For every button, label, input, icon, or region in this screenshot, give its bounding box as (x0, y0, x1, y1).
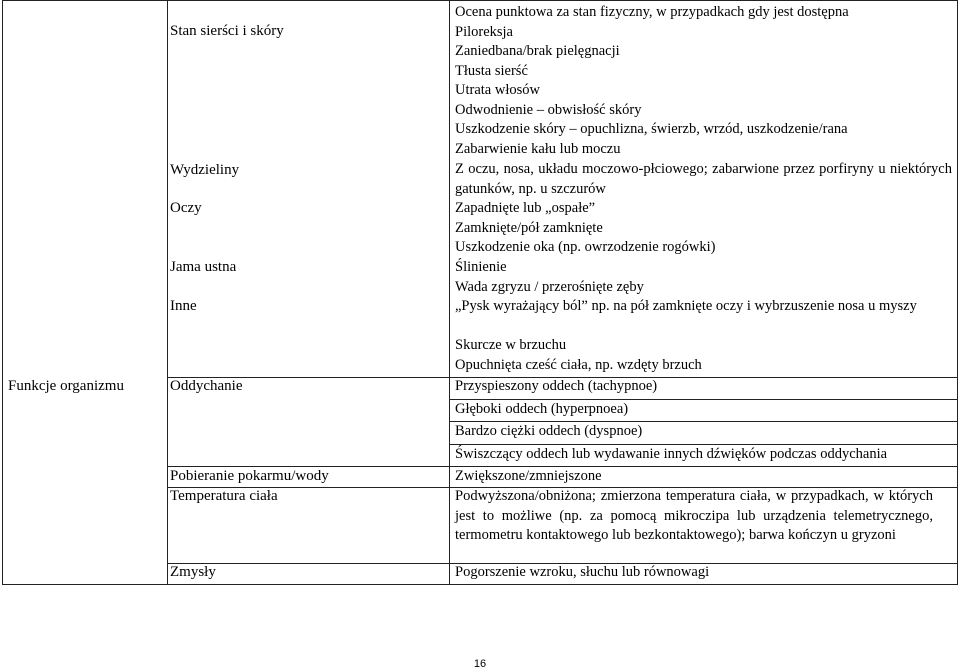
list-item: Bardzo ciężki oddech (dyspnoe) (455, 423, 643, 439)
label-stan-siersci: Stan sierści i skóry (170, 23, 284, 39)
label-inne: Inne (170, 298, 197, 314)
list-item: Utrata włosów (455, 82, 540, 98)
label-wydzieliny: Wydzieliny (170, 162, 240, 178)
list-item-temperatura: Podwyższona/obniżona; zmierzona temperatura ciała, w przypadkach, w których jest to możliwe (np. za pomocą mikroczipa lub urządzenia telemetrycznego, termometru kontaktowego lub bezkontaktowego); barwa kończyn u gryzoni (455, 488, 933, 543)
list-item-inne: „Pysk wyrażający ból” np. na pół zamknięte oczy i wybrzuszenie nosa u myszy (455, 298, 917, 314)
label-pobieranie: Pobieranie pokarmu/wody (170, 468, 329, 484)
list-item: Zabarwienie kału lub moczu (455, 140, 621, 157)
label-zmysly: Zmysły (170, 564, 216, 580)
list-item: Wada zgryzu / przerośnięte zęby (455, 278, 644, 295)
column-divider-1 (167, 1, 168, 584)
label-oddychanie: Oddychanie (170, 378, 243, 394)
list-item: Zwiększone/zmniejszone (455, 468, 602, 484)
list-item: Tłusta sierść (455, 62, 528, 79)
list-item-wydzieliny: Z oczu, nosa, układu moczowo-płciowego; zabarwione przez porfiryny u niektórych gatunków, np. u szczurów (455, 161, 952, 197)
column-divider-2 (449, 1, 450, 584)
list-item: Uszkodzenie skóry – opuchlizna, świerzb, wrzód, uszkodzenie/rana (455, 121, 848, 137)
label-funkcje-organizmu: Funkcje organizmu (8, 378, 124, 394)
list-item: Zamknięte/pół zamknięte (455, 219, 603, 236)
label-oczy: Oczy (170, 200, 202, 216)
list-item: Skurcze w brzuchu (455, 337, 567, 353)
list-item: Ślinienie (455, 259, 507, 275)
list-item: Zapadnięte lub „ospałe” (455, 200, 596, 216)
page-number: 16 (473, 658, 487, 670)
list-item: Przyspieszony oddech (tachypnoe) (455, 378, 658, 394)
list-item: Opuchnięta cześć ciała, np. wzdęty brzuch (455, 356, 702, 373)
list-item: Pogorszenie wzroku, słuchu lub równowagi (455, 564, 710, 580)
list-item: Odwodnienie – obwisłość skóry (455, 101, 642, 118)
list-item: Piloreksja (455, 23, 513, 40)
label-temperatura: Temperatura ciała (170, 488, 278, 504)
label-jama-ustna: Jama ustna (170, 259, 237, 275)
list-item: Ocena punktowa za stan fizyczny, w przypadkach gdy jest dostępna (455, 4, 849, 20)
list-item: Zaniedbana/brak pielęgnacji (455, 43, 620, 59)
list-item: Uszkodzenie oka (np. owrzodzenie rogówki) (455, 239, 716, 255)
list-item: Głęboki oddech (hyperpnoea) (455, 400, 629, 417)
list-item: Świszczący oddech lub wydawanie innych dźwięków podczas oddychania (455, 446, 888, 462)
